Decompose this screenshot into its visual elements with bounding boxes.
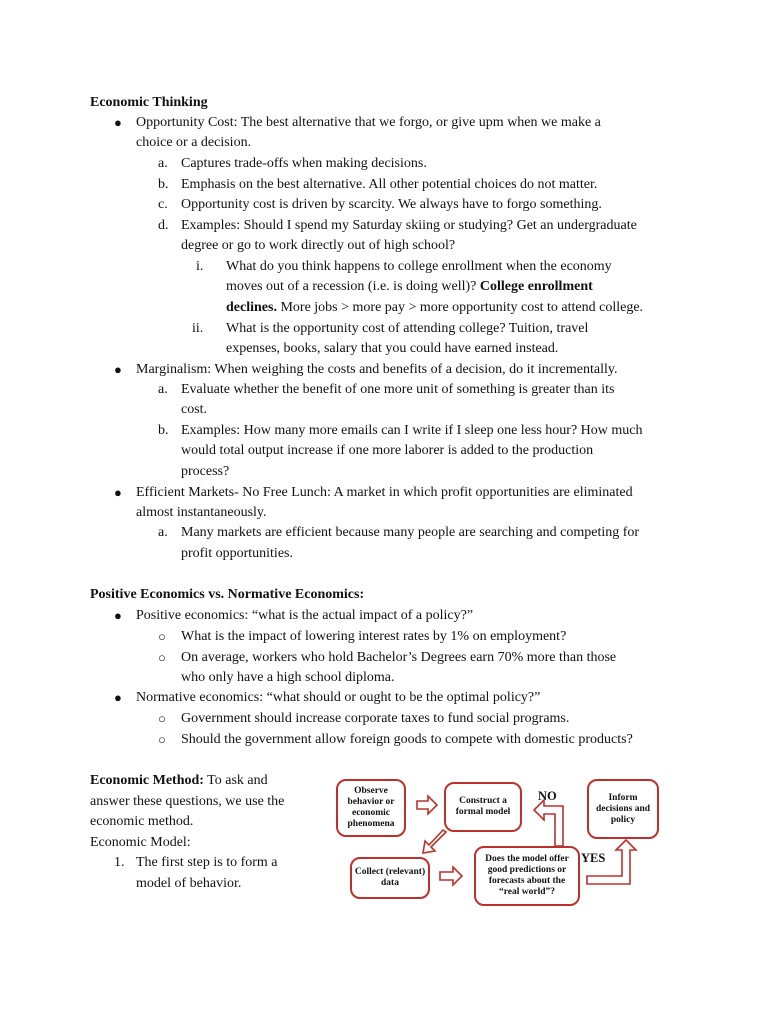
flow-box-evaluate-model: Does the model offer good predictions or forecasts about the “real world”? [474,846,580,906]
list-marker-d: d. [158,218,169,233]
economic-model-item1-line1: The first step is to form a [136,855,278,870]
bullet-marker: ● [114,485,122,500]
bullet-marker: ● [114,362,122,377]
positive-example-2-line2: who only have a high school diploma. [181,670,395,685]
economic-method-line1 [90,771,268,791]
efficient-markets-line1: Efficient Markets- No Free Lunch: A market in which profit opportunities are eliminated [136,485,633,500]
arrow-collect-to-evaluate [440,867,462,885]
list-marker-ii: ii. [192,321,204,336]
list-marker-b: b. [158,423,169,438]
economic-model-label: Economic Model: [90,835,191,850]
marginalism-b-line1: Examples: How many more emails can I write if I sleep one less hour? How much [181,423,643,438]
opportunity-cost-line1: Opportunity Cost: The best alternative that we forgo, or give upm when we make a [136,115,601,130]
question-i-answer-bold: College enrollment [479,279,593,294]
opportunity-cost-b: Emphasis on the best alternative. All other potential choices do not matter. [181,177,598,192]
question-i-line3-text: More jobs > more pay > more opportunity cost to attend college. [276,300,644,315]
bullet-marker: ● [114,690,122,705]
circle-marker: ○ [158,711,166,726]
circle-marker: ○ [158,629,166,644]
question-i-line1: What do you think happens to college enrollment when the economy [226,259,612,274]
list-marker-a: a. [158,382,168,397]
arrow-construct-to-collect [423,830,446,853]
normative-example-2: Should the government allow foreign goods to compete with domestic products? [181,732,633,747]
economic-method-line2: answer these questions, we use the [90,794,285,809]
normative-economics: Normative economics: “what should or ought to be the optimal policy?” [136,690,541,705]
economic-method-line3: economic method. [90,814,194,829]
opportunity-cost-c: Opportunity cost is driven by scarcity. We always have to forgo something. [181,197,602,212]
list-marker-a: a. [158,156,168,171]
economic-method-flowchart [322,770,678,916]
marginalism-b-line3: process? [181,464,230,479]
bullet-marker: ● [114,115,122,130]
list-marker-c: c. [158,197,168,212]
circle-marker: ○ [158,650,166,665]
section-heading-economic-method: Economic Method: [90,773,204,788]
flow-box-collect-data: Collect (relevant) data [350,857,430,899]
question-ii-line1: What is the opportunity cost of attending college? Tuition, travel [226,321,589,336]
opportunity-cost-d-line2: degree or go to work directly out of high school? [181,238,456,253]
marginalism-a-line1: Evaluate whether the benefit of one more unit of something is greater than its [181,382,615,397]
positive-example-2-line1: On average, workers who hold Bachelor’s Degrees earn 70% more than those [181,650,617,665]
opportunity-cost-line2: choice or a decision. [136,135,252,150]
question-ii-line2: expenses, books, salary that you could have earned instead. [226,341,559,356]
flow-box-observe: Observe behavior or economic phenomena [336,779,406,837]
list-marker-b: b. [158,177,169,192]
efficient-markets-line2: almost instantaneously. [136,505,267,520]
marginalism-b-line2: would total output increase if one more laborer is added to the production [181,443,594,458]
arrow-no-back-to-construct [534,800,563,846]
flow-label-no: NO [538,789,557,803]
economic-model-item1-line2: model of behavior. [136,876,242,891]
list-marker-a: a. [158,525,168,540]
positive-economics: Positive economics: “what is the actual impact of a policy?” [136,608,474,623]
section-heading-positive-normative: Positive Economics vs. Normative Economics: [90,587,365,602]
question-i-line2 [226,277,593,297]
flow-label-yes: YES [581,851,606,865]
section-heading-economic-thinking: Economic Thinking [90,95,208,110]
flow-box-inform-decisions: Inform decisions and policy [587,779,659,839]
opportunity-cost-a: Captures trade-offs when making decisions. [181,156,427,171]
efficient-markets-a-line2: profit opportunities. [181,546,293,561]
positive-example-1: What is the impact of lowering interest rates by 1% on employment? [181,629,567,644]
flow-box-construct-model: Construct a formal model [444,782,522,832]
arrow-observe-to-construct [417,796,437,814]
marginalism-line1: Marginalism: When weighing the costs and benefits of a decision, do it incrementally. [136,362,618,377]
economic-method-intro: To ask and [203,773,268,788]
opportunity-cost-d-line1: Examples: Should I spend my Saturday skiing or studying? Get an undergraduate [181,218,637,233]
marginalism-a-line2: cost. [181,402,208,417]
question-i-answer-bold-2: declines. [226,300,277,315]
circle-marker: ○ [158,732,166,747]
question-i-line2-text: moves out of a recession (i.e. is doing well)? [226,279,480,294]
question-i-line3 [226,298,643,318]
normative-example-1: Government should increase corporate taxes to fund social programs. [181,711,570,726]
efficient-markets-a-line1: Many markets are efficient because many people are searching and competing for [181,525,640,540]
bullet-marker: ● [114,608,122,623]
list-marker-1: 1. [114,855,125,870]
list-marker-i: i. [196,259,204,274]
